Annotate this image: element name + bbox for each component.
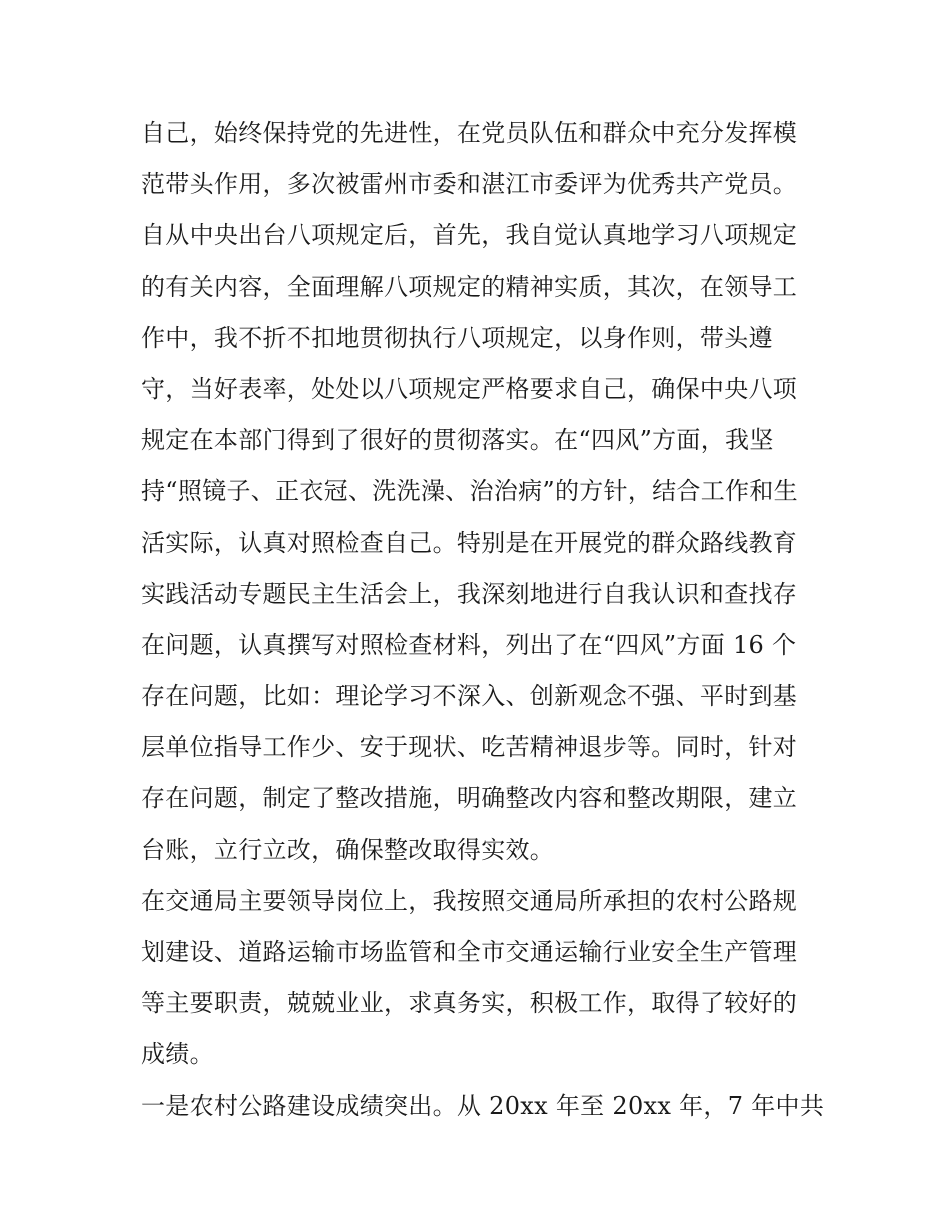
text-line: 层单位指导工作少、安于现状、吃苦精神退步等。同时，针对 — [141, 733, 798, 762]
text-line: 自从中央出台八项规定后，首先，我自觉认真地学习八项规定 — [141, 221, 798, 250]
text-line: 划建设、道路运输市场监管和全市交通运输行业安全生产管理 — [141, 938, 798, 966]
text-line: 一是农村公路建设成绩突出。从 20xx 年至 20xx 年，7 年中共 — [141, 1091, 825, 1120]
text-line: 成绩。 — [141, 1040, 214, 1069]
text-line: 台账，立行立改，确保整改取得实效。 — [141, 835, 555, 864]
text-line: 作中，我不折不扣地贯彻执行八项规定，以身作则，带头遵 — [141, 323, 773, 352]
text-line: 自己，始终保持党的先进性，在党员队伍和群众中充分发挥模 — [141, 119, 798, 147]
text-line: 存在问题，比如：理论学习不深入、创新观念不强、平时到基 — [141, 682, 798, 711]
text-line: 规定在本部门得到了很好的贯彻落实。在“四风”方面，我坚 — [141, 426, 774, 455]
text-line: 持“照镜子、正衣冠、洗洗澡、治治病”的方针，结合工作和生 — [141, 477, 798, 506]
text-line: 活实际，认真对照检查自己。特别是在开展党的群众路线教育 — [141, 528, 798, 557]
text-line: 在交通局主要领导岗位上，我按照交通局所承担的农村公路规 — [141, 886, 798, 915]
document-body — [141, 108, 825, 1132]
text-line: 等主要职责，兢兢业业，求真务实，积极工作，取得了较好的 — [141, 989, 798, 1018]
text-line: 范带头作用，多次被雷州市委和湛江市委评为优秀共产党员。 — [141, 170, 798, 199]
text-line: 的有关内容，全面理解八项规定的精神实质，其次，在领导工 — [141, 272, 798, 301]
text-line: 存在问题，制定了整改措施，明确整改内容和整改期限，建立 — [141, 784, 798, 813]
text-line: 守，当好表率，处处以八项规定严格要求自己，确保中央八项 — [141, 374, 798, 403]
text-line: 在问题，认真撰写对照检查材料，列出了在“四风”方面 16 个 — [141, 630, 797, 659]
text-line: 实践活动专题民主生活会上，我深刻地进行自我认识和查找存 — [141, 579, 798, 608]
